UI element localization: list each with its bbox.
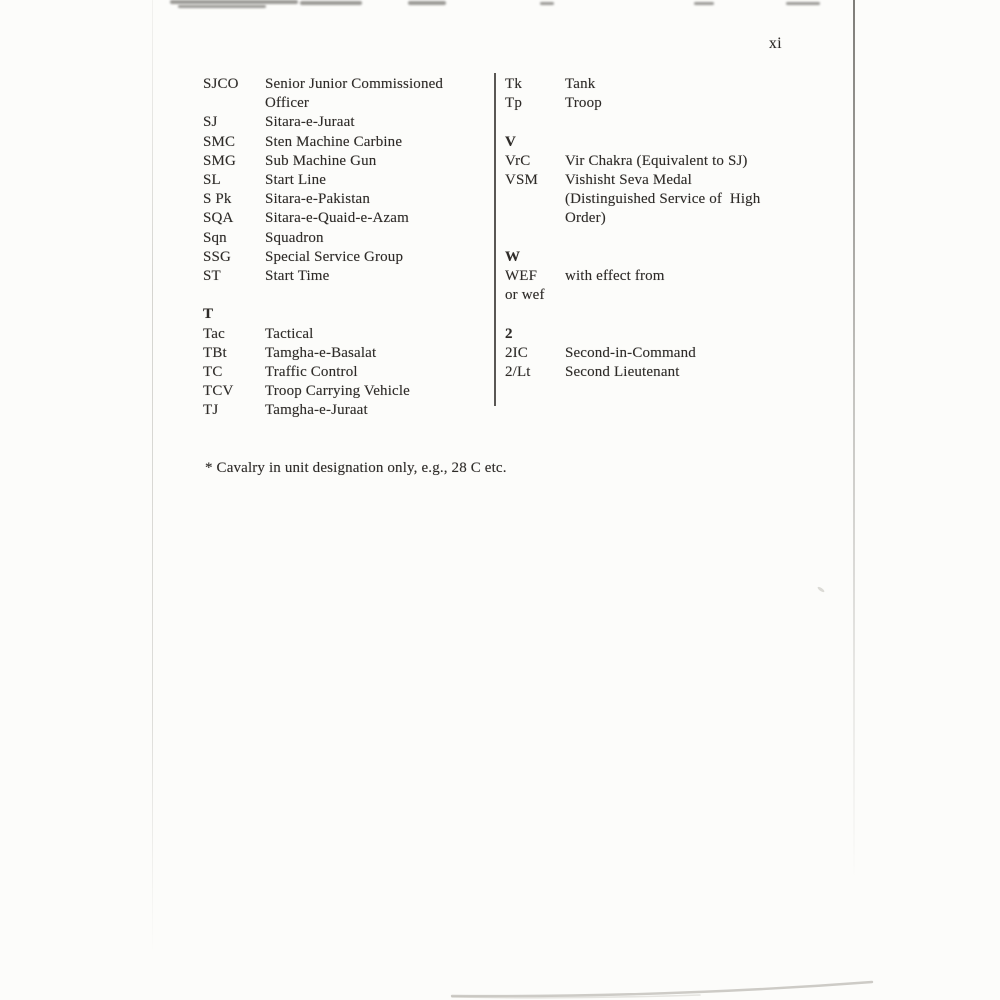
glossary-entry — [505, 363, 835, 382]
entry-abbreviation — [505, 171, 565, 190]
section-heading: V — [505, 133, 516, 150]
page-edge-right — [853, 0, 855, 880]
scan-smudge — [540, 2, 554, 5]
entry-abbreviation — [203, 363, 265, 382]
definition-line: Officer — [265, 95, 310, 112]
definition-line: Start Time — [265, 268, 330, 285]
abbreviation-line: TBt — [203, 344, 227, 361]
abbreviation-line: TJ — [203, 402, 219, 419]
definition-line: Second-in-Command — [565, 344, 696, 361]
abbreviation-line: SMC — [203, 133, 236, 150]
glossary-entry — [203, 382, 491, 401]
column-divider — [494, 73, 496, 406]
glossary-section — [505, 248, 835, 306]
definition-line: Sitara-e-Quaid-e-Azam — [265, 210, 409, 227]
glossary-entry — [505, 75, 835, 94]
entry-definition — [565, 75, 835, 94]
entry-definition — [265, 382, 491, 401]
entry-definition — [265, 152, 491, 171]
entry-abbreviation — [203, 171, 265, 190]
definition-line: with effect from — [565, 268, 665, 284]
entry-definition — [265, 325, 491, 344]
section-heading: 2 — [505, 325, 513, 342]
entry-definition — [565, 171, 835, 229]
definition-line: Traffic Control — [265, 364, 358, 381]
glossary-column-left — [203, 75, 491, 421]
abbreviation-line: S Pk — [203, 191, 232, 208]
glossary-entry — [203, 325, 491, 344]
entry-abbreviation — [203, 248, 265, 267]
glossary-entry — [203, 209, 491, 228]
glossary-entry — [203, 248, 491, 267]
abbreviation-line: VSM — [505, 172, 538, 188]
entry-definition — [265, 267, 491, 286]
scan-smudge — [408, 1, 446, 5]
definition-line: (Distinguished Service of High — [565, 191, 761, 208]
abbreviation-line: Sqn — [203, 229, 227, 246]
abbreviation-line: Tk — [505, 76, 522, 92]
entry-definition — [265, 75, 491, 113]
glossary-entry — [203, 133, 491, 152]
definition-line: Troop — [565, 95, 602, 112]
entry-abbreviation — [203, 209, 265, 228]
section-heading: T — [203, 306, 214, 323]
entry-abbreviation — [203, 190, 265, 209]
entry-definition — [265, 171, 491, 190]
scan-smudge — [786, 2, 820, 5]
entry-abbreviation — [505, 152, 565, 171]
definition-line: Squadron — [265, 229, 324, 246]
entry-abbreviation — [203, 382, 265, 401]
entry-abbreviation — [203, 229, 265, 248]
entry-definition — [565, 363, 835, 382]
entry-definition — [265, 401, 491, 420]
definition-line: Vir Chakra (Equivalent to SJ) — [565, 152, 748, 169]
definition-line: Sitara-e-Pakistan — [265, 191, 371, 208]
definition-line: Order) — [565, 210, 606, 227]
entry-definition — [265, 344, 491, 363]
entry-definition — [565, 344, 835, 363]
footnote: * Cavalry in unit designation only, e.g., 28 C etc. — [205, 460, 507, 476]
entry-abbreviation — [505, 75, 565, 94]
glossary-entry — [203, 363, 491, 382]
page-edge-left — [152, 0, 153, 955]
definition-line: Sten Machine Carbine — [265, 133, 403, 150]
definition-line: Troop Carrying Vehicle — [265, 383, 410, 400]
abbreviation-line: SMG — [203, 152, 236, 169]
glossary-entry — [505, 171, 835, 229]
definition-line: Tamgha-e-Juraat — [265, 402, 368, 419]
entry-abbreviation — [203, 325, 265, 344]
entry-definition — [265, 229, 491, 248]
abbreviation-line: WEF — [505, 268, 538, 284]
entry-abbreviation — [203, 267, 265, 286]
abbreviation-line: 2IC — [505, 344, 528, 361]
entry-definition — [565, 152, 835, 171]
entry-abbreviation — [203, 344, 265, 363]
definition-line: Second Lieutenant — [565, 364, 680, 380]
entry-abbreviation — [203, 133, 265, 152]
abbreviation-line: or wef — [505, 287, 545, 304]
glossary-entry — [203, 229, 491, 248]
glossary-entry — [203, 171, 491, 190]
definition-line: Tactical — [265, 325, 314, 342]
glossary-section — [505, 75, 835, 113]
entry-definition — [265, 248, 491, 267]
glossary-entry — [203, 152, 491, 171]
abbreviation-line: Tac — [203, 325, 225, 342]
entry-definition — [265, 363, 491, 382]
scan-smudge — [178, 5, 266, 8]
definition-line: Senior Junior Commissioned — [265, 76, 444, 92]
glossary-entry — [203, 190, 491, 209]
glossary-entry — [505, 267, 835, 305]
entry-definition — [265, 190, 491, 209]
abbreviation-line: SL — [203, 172, 221, 189]
entry-abbreviation — [203, 75, 265, 94]
scan-smudge — [694, 2, 714, 5]
glossary-section — [505, 133, 835, 229]
abbreviation-line: Tp — [505, 95, 522, 112]
glossary-entry — [203, 75, 491, 113]
section-heading: W — [505, 248, 521, 265]
page-number: xi — [769, 35, 783, 52]
definition-line: Start Line — [265, 172, 327, 189]
abbreviation-line: TCV — [203, 383, 234, 400]
glossary-section — [203, 75, 491, 286]
glossary-entry — [505, 94, 835, 113]
abbreviation-line: TC — [203, 364, 223, 381]
definition-line: Vishisht Seva Medal — [565, 172, 692, 188]
glossary-entry — [203, 401, 491, 420]
entry-definition — [265, 209, 491, 228]
scan-smudge — [300, 1, 362, 5]
abbreviation-line: VrC — [505, 152, 531, 169]
abbreviation-line: SJCO — [203, 76, 239, 92]
entry-abbreviation — [203, 401, 265, 420]
entry-definition — [265, 113, 491, 132]
entry-definition — [265, 133, 491, 152]
glossary-column-right — [505, 75, 835, 382]
glossary-section — [203, 305, 491, 420]
abbreviation-line: SQA — [203, 210, 234, 227]
definition-line: Sub Machine Gun — [265, 152, 377, 169]
glossary-entry — [203, 113, 491, 132]
glossary-entry — [203, 344, 491, 363]
definition-line: Sitara-e-Juraat — [265, 114, 355, 131]
scan-speck — [817, 586, 825, 593]
entry-definition — [565, 94, 835, 113]
definition-line: Special Service Group — [265, 248, 404, 265]
definition-line: Tank — [565, 76, 596, 92]
glossary-entry — [203, 267, 491, 286]
abbreviation-line: SSG — [203, 248, 231, 265]
entry-abbreviation — [203, 152, 265, 171]
abbreviation-line: SJ — [203, 114, 218, 131]
glossary-section — [505, 325, 835, 383]
abbreviation-line: 2/Lt — [505, 364, 531, 380]
glossary-entry — [505, 344, 835, 363]
definition-line: Tamgha-e-Basalat — [265, 344, 377, 361]
entry-abbreviation — [505, 344, 565, 363]
entry-abbreviation — [505, 267, 565, 305]
abbreviation-line: ST — [203, 268, 221, 285]
glossary-entry — [505, 152, 835, 171]
entry-definition — [565, 267, 835, 286]
entry-abbreviation — [505, 94, 565, 113]
scan-smudge — [170, 0, 298, 4]
entry-abbreviation — [203, 113, 265, 132]
entry-abbreviation — [505, 363, 565, 382]
